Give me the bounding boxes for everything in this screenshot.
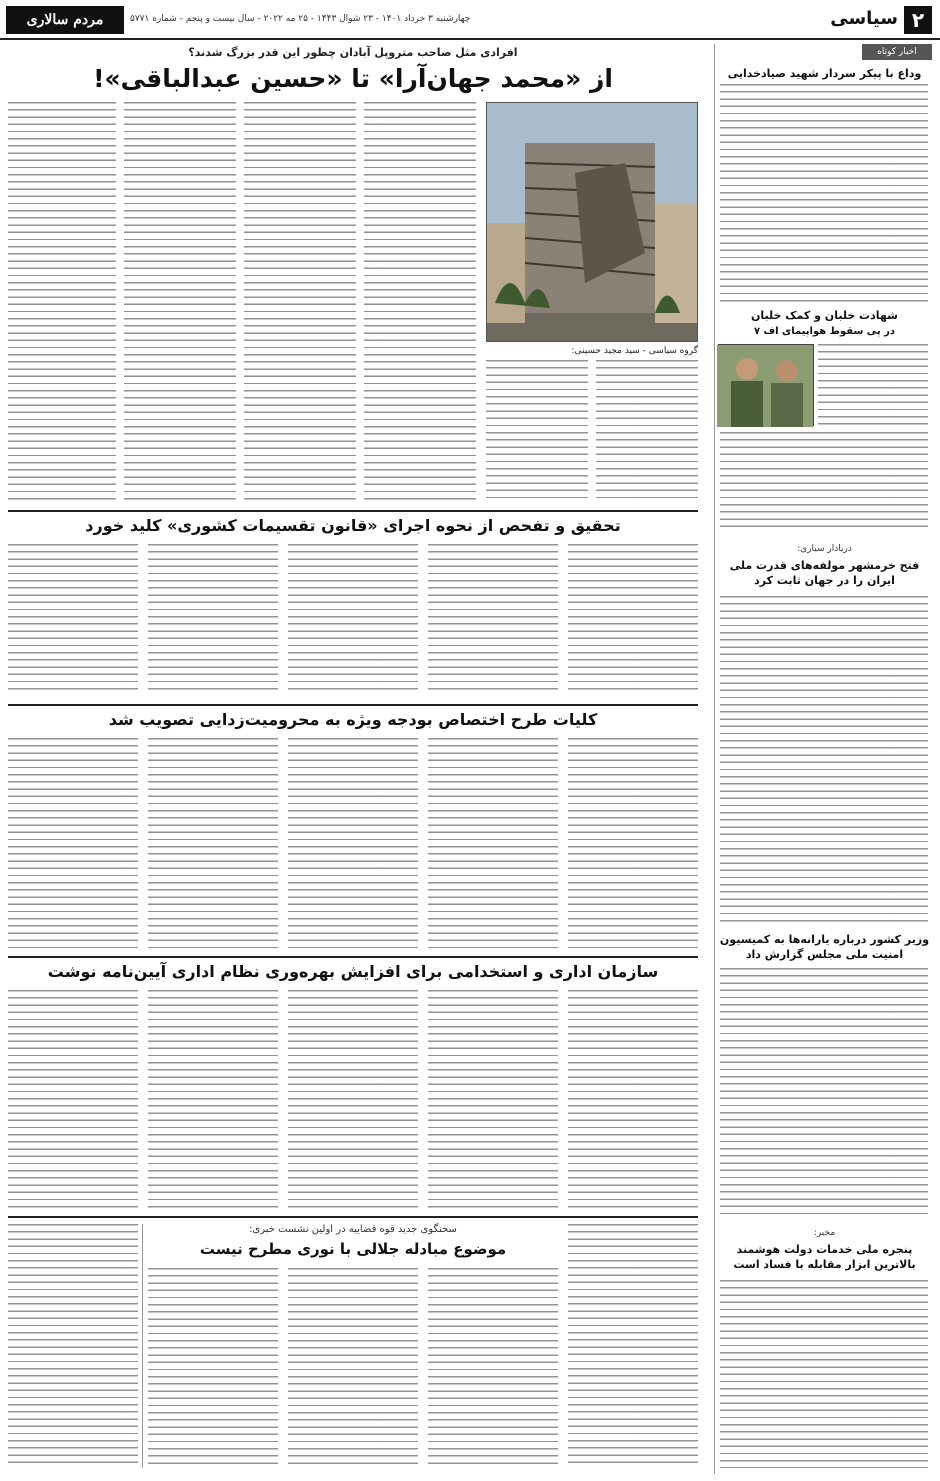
article-body-text [288,990,418,1208]
sidebar-item-title: فتح خرمشهر مولفه‌های قدرت ملی ایران را در جهان ثابت کرد [729,559,920,587]
article-body-text [148,990,278,1208]
article-body-text [8,102,116,502]
article-body-text [568,1224,698,1468]
lead-headline: از «محمد جهان‌آرا» تا «حسین عبدالباقی»! [93,64,613,93]
article-body-text [568,990,698,1208]
sidebar-item-title: وزیر کشور درباره یارانه‌ها به کمیسیون امنیت ملی مجلس گزارش داد [719,933,930,961]
sidebar-item-subtitle: در پی سقوط هواپیمای اف ۷ [753,326,896,337]
article-body-text [568,544,698,694]
article-body-text [288,1268,418,1468]
article-body-text [288,544,418,694]
sidebar-item-title: وداع با پیکر سردار شهید صیادخدایی [727,67,922,80]
story-headline: تحقیق و تفحص از نحوه اجرای «قانون تقسیمات کشوری» کلید خورد [85,516,621,535]
article-body-text [8,738,138,948]
sidebar-kicker: دریادار سیاری: [797,544,852,554]
article-body-text [720,84,928,302]
article-body-text [720,432,928,532]
article-body-text [720,968,928,1218]
article-body-text [288,738,418,948]
divider [8,704,698,706]
section-name: سیاسی [830,8,898,29]
main-content [8,44,698,1474]
article-body-text [818,344,928,426]
story-kicker: سخنگوی جدید قوه قضاییه در اولین نشست خبری: [249,1224,457,1235]
article-body-text [428,544,558,694]
article-body-text [720,1280,928,1468]
lead-upper-headline: افرادی مثل صاحب متروپل آبادان چطور این قدر بزرگ شدند؟ [188,46,518,59]
story-headline: موضوع مبادله جلالی با نوری مطرح نیست [199,1240,507,1258]
page-header [0,0,940,40]
divider [8,510,698,512]
masthead-logo: مردم سالاری [6,6,124,34]
article-body-text [8,990,138,1208]
article-body-text [428,738,558,948]
article-body-text [148,1268,278,1468]
sidebar-item-title: پنجره ملی خدمات دولت هوشمند بالاترین ابزار مقابله با فساد است [733,1243,916,1271]
collapsed-building-photo [486,102,698,342]
story-headline: سازمان اداری و استخدامی برای افزایش بهره‌وری نظام اداری آیین‌نامه نوشت [47,962,659,981]
story-headline: کلیات طرح اختصاص بودجه ویژه به محرومیت‌زدایی تصویب شد [108,710,598,729]
column-rule [142,1224,143,1468]
dateline: چهارشنبه ۳ خرداد ۱۴۰۱ - ۲۳ شوال ۱۴۴۳ - ۲۵ مه ۲۰۲۲ - سال بیست و پنجم - شماره ۵۷۷۱ [130,14,471,24]
article-body-text [364,102,476,502]
article-body-text [8,544,138,694]
sidebar-tab: اخبار کوتاه [862,44,932,60]
article-body-text [568,738,698,948]
article-body-text [244,102,356,502]
article-body-text [8,1224,138,1468]
page-number: ۲ [904,6,932,34]
article-body-text [596,360,698,500]
pilot-photo [718,344,814,426]
sidebar-kicker: مخبر: [813,1228,836,1238]
divider [8,1216,698,1218]
article-body-text [124,102,236,502]
photo-caption: گروه سیاسی - سید مجید حسینی: [571,346,698,356]
article-body-text [428,1268,558,1468]
article-body-text [428,990,558,1208]
article-body-text [486,360,588,500]
article-body-text [148,738,278,948]
divider [8,956,698,958]
news-brief-sidebar [714,44,932,1474]
article-body-text [720,596,928,926]
article-body-text [148,544,278,694]
sidebar-item-title: شهادت خلبان و کمک خلبان [751,309,898,322]
